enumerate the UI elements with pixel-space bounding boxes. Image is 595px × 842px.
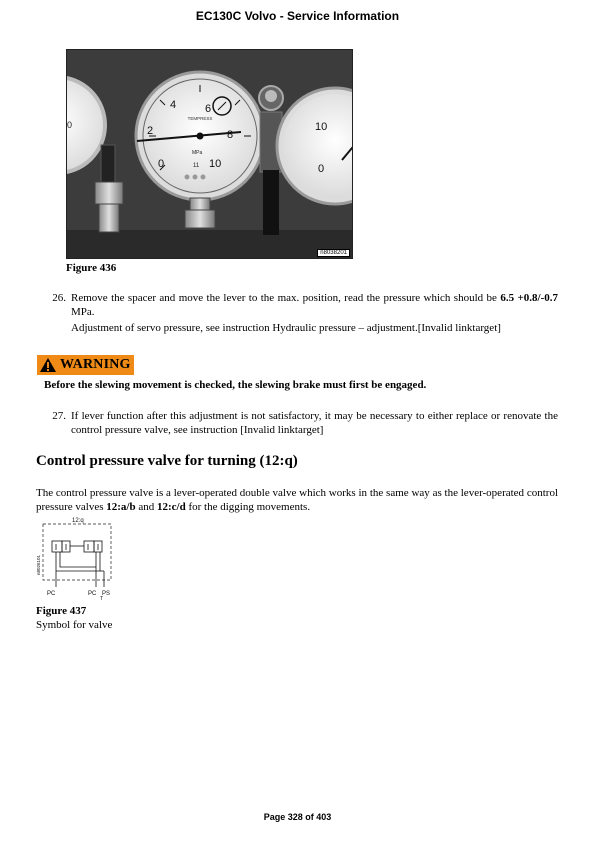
step-26 — [36, 291, 558, 335]
svg-text:0: 0 — [67, 120, 73, 130]
right-gauge-tick-0: 0 — [318, 163, 325, 175]
left-fitting — [95, 182, 123, 204]
gauge-brand: TEMPRESS — [187, 116, 213, 121]
main-gauge-tick-10: 10 — [209, 158, 222, 170]
photo-id-label: n8038201 — [317, 249, 350, 257]
port-t: T — [100, 596, 104, 600]
valve-symbol-diagram — [34, 515, 124, 600]
main-gauge-tick-0: 0 — [158, 158, 165, 170]
figure-437-label: Figure 437 — [36, 605, 87, 617]
warning-banner — [37, 355, 134, 375]
right-gauge-tick-10: 10 — [315, 121, 328, 133]
main-gauge-tick-6: 6 — [205, 103, 212, 115]
middle-cylinder — [263, 170, 279, 235]
figure-437-caption: Symbol for valve — [36, 619, 113, 631]
pressure-value: 6.5 +0.8/-0.7 — [500, 292, 558, 304]
main-gauge-tick-8: 8 — [227, 129, 234, 141]
valve-schematic — [34, 515, 124, 600]
port-pc-right: PC — [88, 591, 97, 597]
pressure-gauge-photo — [66, 49, 353, 259]
warning-message: Before the slewing movement is checked, the slewing brake must first be engaged. — [44, 379, 427, 391]
valve-label: 12:q — [72, 518, 84, 524]
section-paragraph: The control pressure valve is a lever-operated double valve which works in the same way as the lever-operated control pressure valves 12:a/b and 12:c/d for the digging movements. — [36, 487, 558, 513]
step-27-text: If lever function after this adjustment is not satisfactory, it may be necessary to either replace or renovate the control pressure valve, see instruction [Invalid linktarget] — [71, 410, 558, 436]
figure-436-label: Figure 436 — [66, 262, 117, 274]
schematic-id: n8026101 — [36, 554, 41, 575]
warning-triangle-icon — [39, 357, 57, 373]
page-footer: Page 328 of 403 — [263, 812, 332, 822]
step-26-note: Adjustment of servo pressure, see instruction Hydraulic pressure – adjustment.[Invalid linktarget] — [71, 322, 501, 334]
page-header: EC130C Volvo - Service Information — [195, 9, 400, 23]
main-gauge-tick-4: 4 — [170, 99, 177, 111]
step-26-number: 26. — [52, 292, 66, 304]
step-26-text: Remove the spacer and move the lever to the max. position, read the pressure which should be 6.5 +0.8/-0.7 MPa. — [71, 292, 558, 318]
section-title: Control pressure valve for turning (12:q) — [36, 453, 298, 469]
port-pc-left: PC — [47, 591, 56, 597]
gauge-id: 11 — [193, 163, 200, 169]
warning-label: WARNING — [60, 357, 131, 372]
gauge-unit: MPa — [192, 150, 203, 156]
main-gauge-tick-2: 2 — [147, 125, 154, 137]
port-ps: PS — [102, 591, 111, 597]
step-27 — [36, 409, 558, 437]
pressure-gauge-illustration — [67, 50, 352, 258]
main-gauge-stem — [185, 210, 215, 228]
step-27-number: 27. — [52, 410, 66, 422]
